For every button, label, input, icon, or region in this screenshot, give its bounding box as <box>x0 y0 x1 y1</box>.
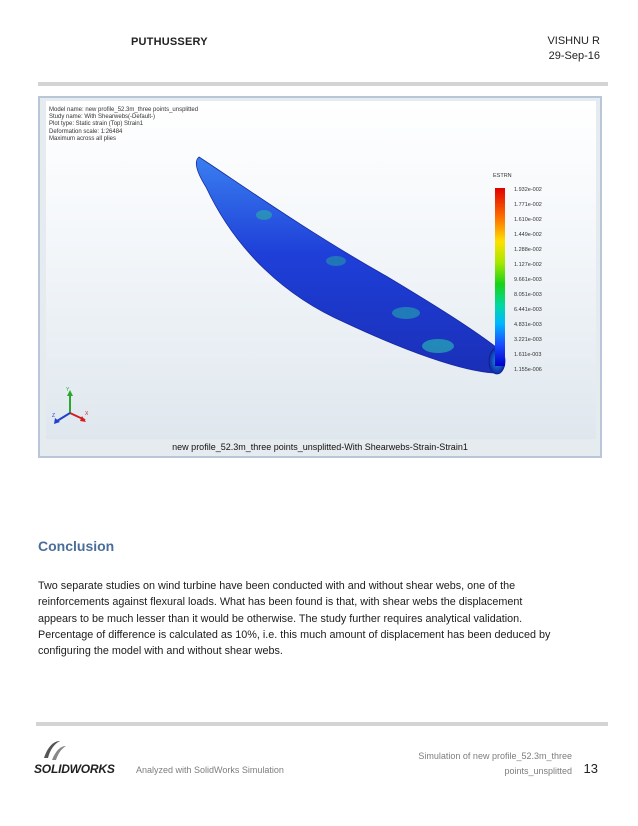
header-title: PUTHUSSERY <box>131 36 208 48</box>
legend-value: 1.611e-003 <box>514 352 542 358</box>
footer-simulation-title <box>418 749 572 779</box>
legend-value: 6.441e-003 <box>514 307 542 313</box>
paragraph-line: appears to be much lesser than it would be otherwise. The study further requires analytical validation. <box>38 612 523 625</box>
paragraph-line: Percentage of difference is calculated as 10%, i.e. this much amount of displacement has been deduced by <box>38 628 551 641</box>
footer-analyzed-text: Analyzed with SolidWorks Simulation <box>136 765 284 775</box>
simulation-plot <box>46 101 596 439</box>
plot-info-line: Model name: new profile_52.3m_three points_unsplitted <box>49 107 199 113</box>
footer-sim-line: points_unsplitted <box>504 766 572 776</box>
solidworks-logo <box>34 738 126 780</box>
section-heading: Conclusion <box>38 538 115 554</box>
legend-value: 9.661e-003 <box>514 277 542 283</box>
figure-frame <box>38 96 602 458</box>
legend-title: ESTRN <box>493 173 512 179</box>
plot-info-line: Study name: With Shearwebs(-Default-) <box>49 114 156 121</box>
footer-divider <box>36 722 608 726</box>
legend-value: 1.127e-002 <box>514 262 542 268</box>
strain-patch <box>422 339 454 353</box>
legend-value: 4.831e-003 <box>514 322 542 328</box>
legend-labels <box>514 187 584 377</box>
legend-value: 8.051e-003 <box>514 292 542 298</box>
legend-color-bar <box>495 188 505 366</box>
strain-patch <box>392 307 420 319</box>
legend-value: 1.449e-002 <box>514 232 542 238</box>
legend-value: 1.932e-002 <box>514 187 542 193</box>
legend-value: 1.155e-006 <box>514 367 542 373</box>
paragraph-line: reinforcements against flexural loads. What has been found is that, with shear webs the displacement <box>38 596 523 609</box>
header-author: VISHNU R <box>547 35 600 47</box>
strain-patch <box>256 210 272 220</box>
logo-wordmark: SOLIDWORKS <box>34 762 115 776</box>
paragraph-line: configuring the model with and without shear webs. <box>38 645 283 658</box>
plot-info-line: Maximum across all plies <box>49 135 117 142</box>
header-author-block <box>547 34 600 64</box>
legend-value: 1.288e-002 <box>514 247 542 253</box>
axis-label: Y <box>66 387 70 393</box>
header-date: 29-Sep-16 <box>548 50 600 62</box>
figure-caption: new profile_52.3m_three points_unsplitted-With Shearwebs-Strain-Strain1 <box>172 442 468 452</box>
strain-patch <box>326 256 346 266</box>
axis-label: Z <box>52 413 56 419</box>
plot-info-line: Plot type: Static strain (Top) Strain1 <box>49 121 144 128</box>
legend-value: 1.610e-002 <box>514 217 542 223</box>
conclusion-paragraph <box>38 578 594 659</box>
axis-triad-icon <box>50 387 90 427</box>
axis-label: X <box>85 411 89 417</box>
legend-value: 3.221e-003 <box>514 337 542 343</box>
footer-sim-line: Simulation of new profile_52.3m_three <box>418 751 572 761</box>
ds-logo-icon <box>40 738 70 762</box>
legend-value: 1.771e-002 <box>514 202 542 208</box>
blade-body <box>196 157 501 373</box>
plot-info-line: Deformation scale: 1:26484 <box>49 128 123 135</box>
header-divider <box>38 82 608 86</box>
paragraph-line: Two separate studies on wind turbine have been conducted with and without shear webs, one of the <box>38 580 516 592</box>
page-number: 13 <box>583 761 598 776</box>
